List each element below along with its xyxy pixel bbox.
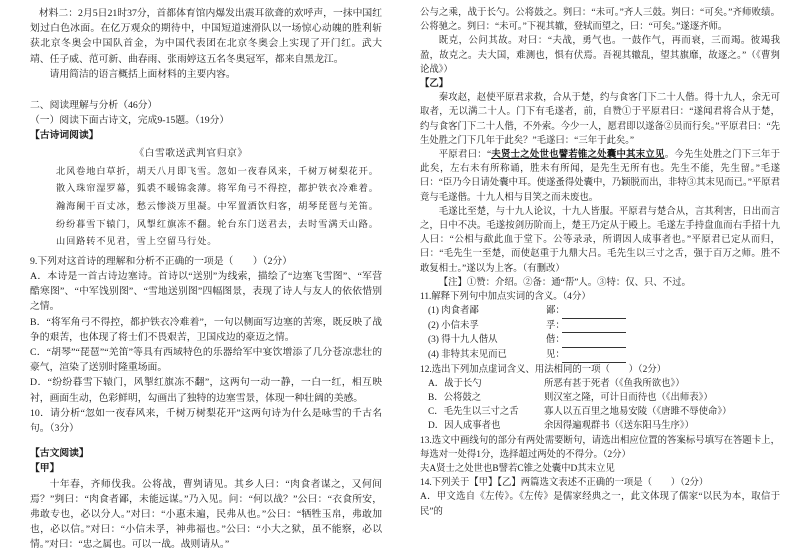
question-13-stem: 13.选文中画线句的部分有两处需要断句，请选出相应位置的答案标号填写在答题卡上，每选对一处得1分，选择超过两处的不得分。（2分） [420,435,780,460]
section-heading: 二、阅读理解与分析（46分） [30,100,158,112]
question-12-option [420,405,780,419]
question-9-option-d: D．“纷纷暮雪下辕门，风掣红旗冻不翻”，这两句一动一静，一白一红，相互映衬，画面生动，色彩鲜明，勾画出了独特的边塞雪景，体现一种壮阔的美感。 [30,377,382,404]
item-key: 孚： [546,320,565,331]
question-11-item [420,348,780,363]
item-text: (4) 非特其末见而已 [428,350,507,361]
material-two-prompt: 请用简洁的语言概括上面材料的主要内容。 [49,68,236,80]
passage-jia-label: 【甲】 [30,463,60,475]
answer-blank [562,336,626,348]
spacer [30,436,382,446]
passage-jia-continuation: 公与之乘，战于长勺。公将鼓之。刿曰：“未可。”齐人三鼓。刿曰：“可矣。”齐师败绩。公将驰之。刿曰：“未可。”下视其辙，登轼而望之，曰：“可矣。”遂逐齐师。 [420,8,780,33]
poem-line: 散入珠帘湿罗幕，狐裘不暖锦衾薄。将军角弓不得控，都护铁衣冷难着。 [56,183,379,194]
passage-yi-label: 【乙】 [420,79,449,90]
right-column [420,6,780,519]
question-11-item [420,333,780,348]
item-text: (2) 小信未孚 [428,320,479,331]
item-text: (3) 得十九人偕从 [428,335,498,346]
poetry-label: 【古诗词阅读】 [30,130,99,142]
question-12-option [420,419,780,433]
answer-blank [562,307,626,319]
option-left: D．因人成事者也 [428,421,501,432]
question-14-stem: 14.下列关于【甲】【乙】两篇选文表述不正确的一项是（ ）（2分） [420,478,709,489]
passage-jia-paragraph-2: 既克，公问其故。对曰：“夫战，勇气也。一鼓作气，再而衰，三而竭。彼竭我盈，故克之。夫大国，难测也，惧有伏焉。吾视其辙乱，望其旗靡，故逐之。”（《曹刿论战》） [420,36,780,75]
annotation-note: 【注】①赞：介绍。②备：通“帮”人。③特：仅、只、不过。 [438,277,691,288]
question-9-option-b: B．“将军角弓不得控，都护铁衣冷难着”，一句以侧面写边塞的苦寒，既反映了战争的艰苦，也体现了将士们不畏艰苦，卫国戍边的豪迈之情。 [30,316,382,343]
answer-blank [562,351,626,363]
question-10-stem: 10．请分析“忽如一夜春风来，千树万树梨花开”这两句诗为什么是咏雪的千古名句。（3分） [30,407,382,435]
question-13-sentence: 夫A贤士之处世也B譬若C锥之处囊中D其末立见 [420,464,615,475]
question-14-option-a: A．甲文选自《左传》。《左传》是儒家经典之一，此文体现了儒家“以民为本，取信于民”的 [420,492,780,517]
option-left: C．毛先生以三寸之舌 [428,407,519,418]
question-11-item [420,304,780,319]
question-9-option-c: C．“胡琴”“琵琶”“羌笛”等具有西域特色的乐器给军中宴饮增添了几分苍凉悲壮的豪气，渲染了送别时隆重场面。 [30,347,382,374]
option-left: A．战于长勺 [428,378,482,389]
item-key: 鄙： [546,306,565,317]
spacer [30,82,382,98]
option-right: 则汉室之隆，可计日而待也（《出师表》） [544,393,713,404]
poem-title: 《白雪歌送武判官归京》 [134,147,248,159]
question-12-option [420,391,780,405]
option-right: 余因得遍观群书（《送东阳马生序》） [544,421,694,432]
question-9-stem: 9.下列对这首诗的理解和分析不正确的一项是（ ）（2分） [30,255,293,267]
item-key: 见： [546,350,565,361]
passage-text: 平原君曰：“ [438,150,492,161]
classical-label: 【古文阅读】 [30,448,89,460]
poem-line: 山回路转不见君，雪上空留马行处。 [56,236,218,247]
poem-line: 北风卷地白草折，胡天八月即飞雪。忽如一夜春风来，千树万树梨花开。 [56,165,379,176]
material-two-paragraph: 材料二：2月5日21时37分，首都体育馆内爆发出震耳欲聋的欢呼声，一抹中国红划过白色冰面。在亿万观众的期待中，中国短道速滑队以一场惊心动魄的胜利斩获北京冬奥会中国队首金，为中国代表团在北京冬奥会上实现了开门红。武大靖、任子威、范可新、曲春雨、张雨婷这五名冬奥冠军，都来自黑龙江。 [30,8,382,65]
poem-body [30,163,382,251]
question-11-stem: 11.解释下列句中加点实词的含义。（4分） [420,292,591,303]
item-key: 偕： [546,335,565,346]
question-11-item [420,319,780,334]
poem-line: 瀚海阑干百丈冰，愁云惨淡万里凝。中军置酒饮归客，胡琴琵琶与羌笛。 [56,201,379,212]
passage-jia-paragraph-1: 十年春，齐师伐我。公将战，曹刿请见。其乡人曰：“肉食者谋之，又何间焉？”刿曰：“肉食者鄙，未能远谋。”乃入见。问：“何以战？”公曰：“衣食所安，弗敢专也，必以分人。”对曰：“小惠未遍，民弗从也。”公曰：“牺牲玉帛，弗敢加也，必以信。”对曰：“小信未孚，神弗福也。”公曰：“小大之狱，虽不能察，必以情。”对曰：“忠之属也。可以一战。战则请从。” [30,478,382,551]
option-right: 所恶有甚于死者（《鱼我所欲也》） [544,378,685,389]
item-text: (1) 肉食者鄙 [428,306,479,317]
passage-yi-paragraph-2 [420,148,780,205]
question-12-option [420,377,780,391]
section-instruction: （一）阅读下面古诗文，完成9-15题。（19分） [30,115,230,127]
option-left: B．公将鼓之 [428,393,482,404]
passage-text: 。今先生处胜之门下三年于此矣，左右未有所称诵，胜未有所闻，是先生无所有也。先生不能，先生留。”毛遂曰：“臣乃今日请处囊中耳。使遂蚤得处囊中，乃颖脱而出，非特③其末见而已。”平原君竟与毛遂偕。十九人相与目笑之而未废也。 [420,150,780,203]
left-column [30,6,382,553]
answer-blank [562,321,626,333]
underlined-sentence: 夫贤士之处世也譬若锥之处囊中其末立见 [491,150,665,161]
passage-yi-paragraph-1: 秦攻赵，赵使平原君求救，合从于楚，约与食客门下二十人偕。得十九人，余无可取者，无以满二十人。门下有毛遂者，前，自赞①于平原君曰：“遂闻君将合从于楚，约与食客门下二十人偕，不外索。今少一人，愿君即以遂备②员而行矣。”平原君曰：“先生处胜之门下几年于此矣？”毛遂曰：“三年于此矣。” [420,93,780,146]
passage-yi-paragraph-3: 毛遂比至楚，与十九人论议，十九人皆服。平原君与楚合从，言其利害，日出而言之，日中不决。毛遂按剑历阶而上，楚王乃定从于殿上。毛遂左手持盘血而右手招十九人曰：“公相与歃此血于堂下。公等录录，所谓因人成事者也。”平原君已定从而归，曰：“毛先生一至楚，而使赵重于九鼎大吕。毛先生以三寸之舌，强于百万之师。胜不敢复相士。”遂以为上客。（有删改） [420,206,780,274]
question-12-stem: 12.选出下列加点虚词含义、用法相同的一项（ ）（2分） [420,364,667,375]
poem-line: 纷纷暮雪下辕门，风掣红旗冻不翻。轮台东门送君去，去时雪满天山路。 [56,218,379,229]
question-9-option-a: A．本诗是一首古诗边塞诗。首诗以“送别”为线索，描绘了“边塞飞雪图”、“军营酷寒图”、“中军饯别图”、“雪地送别图”四幅图景，表现了诗人与友人的依依惜别之情。 [30,271,382,313]
option-right: 寡人以五百里之地易安陵（《唐雎不辱使命》） [544,407,732,418]
